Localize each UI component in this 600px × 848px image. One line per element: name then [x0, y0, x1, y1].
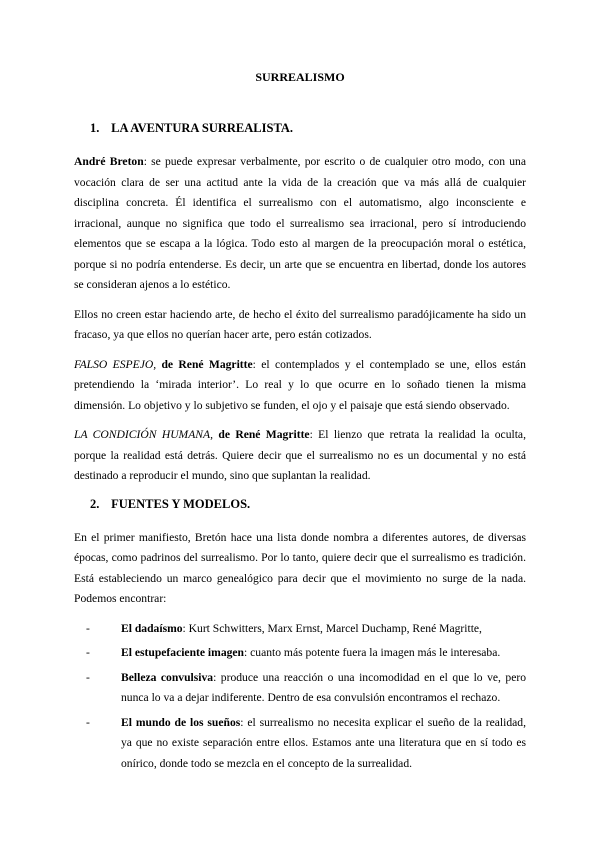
falso-espejo-text: : el contemplados y el contemplado se une, ellos están pretendiendo la ‘mirada interior’. Lo real y lo que ocurre en lo soñado tienen la misma dimensión. Lo objetivo y lo subjetivo se funden, el ojo y el paisaje que está siendo observado. [74, 357, 526, 412]
section-1-number: 1. [90, 121, 100, 135]
section-1-heading [90, 121, 526, 136]
condicion-humana-text: : El lienzo que retrata la realidad la oculta, porque la realidad está detrás. Quiere decir que el surrealismo no es un documental y no está destinado a reproducir el mundo, sino que suplantan la realidad. [74, 428, 526, 482]
section-2-heading [90, 497, 526, 512]
paragraph-arte: Ellos no creen estar haciendo arte, de hecho el éxito del surrealismo paradójicamente ha sido un fracaso, ya que ellos no querían hacer arte, pero están cotizados. [74, 307, 526, 341]
list-item [86, 668, 526, 709]
list-item-text: : el surrealismo no necesita explicar el sueño de la realidad, ya que no existe separación entre ellos. Estamos ante una literatura que en sí todo es onírico, donde todo se mezcla en el concepto de la surrealidad. [121, 715, 526, 770]
paragraph-breton [74, 152, 526, 296]
list-item-term: Belleza convulsiva [121, 670, 214, 684]
list-dash: - [86, 715, 90, 729]
list-item [86, 619, 526, 640]
section-2-title: FUENTES Y MODELOS. [111, 496, 251, 511]
list-item-term: El estupefaciente imagen [121, 646, 245, 659]
paragraph-falso-espejo [74, 355, 526, 417]
list-item-text: : produce una reacción o una incomodidad en el que lo ve, pero nunca lo va a dejar indiferente. Dentro de esa convulsión encontramos el rechazo. [121, 670, 526, 704]
list-dash: - [86, 621, 90, 635]
section-1-title: LA AVENTURA SURREALISTA. [111, 121, 294, 135]
list-item-text: : cuanto más potente fuera la imagen más le interesaba. [244, 646, 501, 659]
breton-name: André Breton [74, 155, 144, 168]
list-dash: - [86, 670, 90, 684]
list-item-text: : Kurt Schwitters, Marx Ernst, Marcel Duchamp, René Magritte, [182, 621, 482, 635]
list-item [86, 713, 526, 775]
section-2-number: 2. [90, 496, 100, 511]
list-item [86, 643, 526, 664]
sources-list [74, 619, 526, 775]
condicion-humana-author: de René Magritte [213, 428, 310, 441]
list-item-term: El mundo de los sueños [121, 715, 241, 729]
condicion-humana-title: LA CONDICIÓN HUMANA, [74, 428, 214, 441]
document-title: SURREALISMO [255, 70, 345, 84]
falso-espejo-author: de René Magritte [156, 357, 253, 371]
paragraph-manifiesto: En el primer manifiesto, Bretón hace una lista donde nombra a diferentes autores, de diversas épocas, como padrinos del surrealismo. Por lo tanto, quiere decir que el surrealismo es tradición. Está estableciendo un marco genealógico para decir que el movimiento no surge de la nada. Podemos encontrar: [74, 530, 526, 605]
breton-text: : se puede expresar verbalmente, por escrito o de cualquier otro modo, con una vocación clara de ser una actitud ante la vida de la creación que va más allá de cualquier disciplina concreta. Él identifica el surrealismo con el automatismo, algo inconsciente e irracional, aunque no significa que todo el surrealismo sea irracional, pero sí introduciendo elementos que se escapa a la lógica. Todo esto al margen de la preocupación moral o estética, porque si no podría entenderse. Es decir, un arte que se encuentra en libertad, donde los autores se consideran ajenos a lo estético. [74, 155, 526, 291]
list-dash: - [86, 646, 90, 659]
list-item-term: El dadaísmo [121, 621, 183, 635]
paragraph-condicion-humana [74, 425, 526, 487]
falso-espejo-title: FALSO ESPEJO, [74, 357, 157, 371]
